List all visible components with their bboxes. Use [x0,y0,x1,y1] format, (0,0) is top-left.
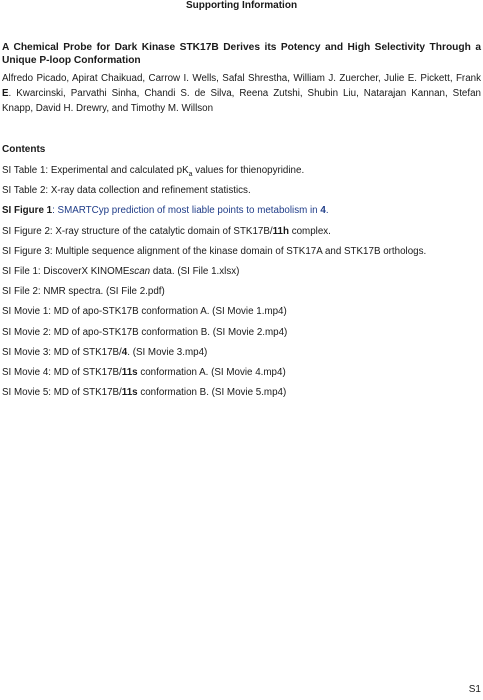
toc-text: . [325,205,329,217]
toc-item-si-table-1[interactable] [2,165,481,185]
toc-compound-ref: 4 [320,205,326,217]
toc-compound-ref: 11s [121,366,138,378]
toc-item-si-figure-2[interactable] [2,226,481,246]
toc-compound-ref: 11h [272,225,289,237]
toc-item-si-figure-1[interactable] [2,205,481,225]
toc-text: . (SI Movie 3.mp4) [127,346,208,358]
toc-text: SI File 1: DiscoverX KINOME [2,265,130,277]
authors-text-1: Alfredo Picado, Apirat Chaikuad, Carrow I. Wells, Safal Shrestha, William J. Zuercher, Julie E. Pickett, Frank [2,73,481,84]
toc-item-si-file-2[interactable] [2,286,481,306]
toc-text: SI Movie 4: MD of STK17B/ [2,366,122,378]
toc-item-si-figure-3[interactable] [2,246,481,266]
toc-compound-ref: 4 [121,346,128,358]
toc-compound-ref: 11s [121,387,138,399]
paper-title: A Chemical Probe for Dark Kinase STK17B Derives its Potency and High Selectivity Through a Unique P-loop Conformation [2,42,481,66]
page-header: Supporting Information [185,0,298,11]
toc-item-si-movie-4[interactable] [2,367,481,387]
toc-text: complex. [288,225,331,237]
contents-list [2,165,481,407]
authors-text-2: . Kwarcinski, Parvathi Sinha, Chandi S. de Silva, Reena Zutshi, Shubin Liu, Natarajan Kannan, Stefan Knapp, David H. Drewry, and Timothy M. Willson [2,88,481,114]
toc-item-si-movie-1[interactable] [2,306,481,326]
toc-text: SI Movie 3: MD of STK17B/ [2,346,122,358]
toc-text: SI Movie 2: MD of apo-STK17B conformation B. (SI Movie 2.mp4) [2,326,288,338]
toc-item-si-file-1[interactable] [2,266,481,286]
toc-subscript: a [188,170,193,178]
toc-text: SI Movie 5: MD of STK17B/ [2,387,122,399]
toc-text: values for thienopyridine. [192,165,305,176]
toc-text: data. (SI File 1.xlsx) [150,265,240,277]
toc-italic: scan [129,265,151,277]
toc-text: conformation B. (SI Movie 5.mp4) [137,387,287,399]
toc-text: conformation A. (SI Movie 4.mp4) [137,366,286,378]
toc-text: SI Movie 1: MD of apo-STK17B conformation A. (SI Movie 1.mp4) [2,306,287,318]
toc-text: : SMARTCyp prediction of most liable points to metabolism in [52,205,321,217]
toc-text: SI File 2: NMR spectra. (SI File 2.pdf) [2,286,165,298]
toc-bold-heading: SI Figure 1 [2,205,53,217]
author-list [2,71,481,116]
contents-heading: Contents [2,144,46,155]
toc-text: SI Table 2: X-ray data collection and refinement statistics. [2,185,251,197]
toc-item-si-table-2[interactable] [2,185,481,205]
toc-item-si-movie-5[interactable] [2,387,481,407]
authors-bold-initial: E [2,88,9,99]
page-number: S1 [468,684,481,695]
toc-item-si-movie-2[interactable] [2,327,481,347]
toc-text: SI Figure 3: Multiple sequence alignment of the kinase domain of STK17A and STK17B orthologs. [2,245,427,257]
toc-text: SI Figure 2: X-ray structure of the catalytic domain of STK17B/ [2,225,273,237]
toc-text: SI Table 1: Experimental and calculated pK [2,165,189,176]
toc-item-si-movie-3[interactable] [2,347,481,367]
